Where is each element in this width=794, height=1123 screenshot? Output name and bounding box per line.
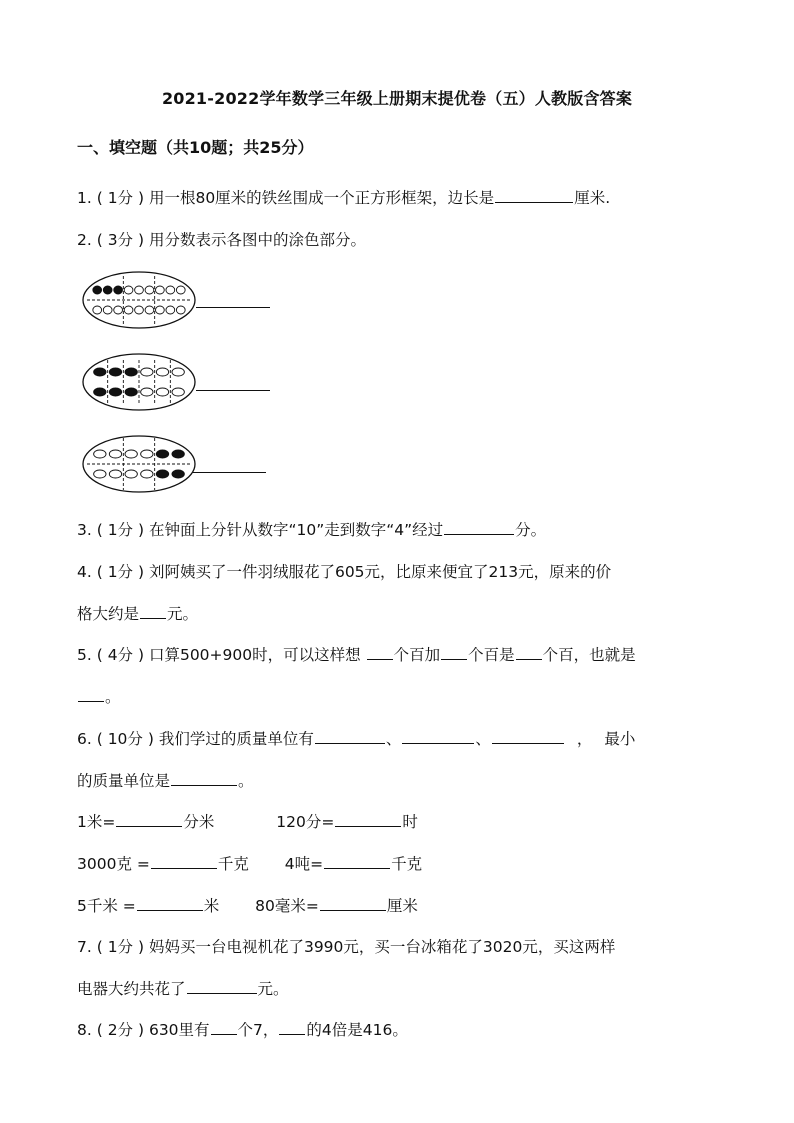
answer-blank[interactable] bbox=[171, 769, 237, 786]
empty-dot bbox=[109, 450, 121, 458]
empty-dot bbox=[125, 470, 137, 478]
shaded-dot bbox=[156, 470, 168, 478]
empty-dot bbox=[172, 368, 184, 376]
question-6: 6. ( 10分 ) 我们学过的质量单位有 、 、 ， 最小 bbox=[77, 727, 635, 749]
shaded-dot bbox=[156, 450, 168, 458]
shaded-dot bbox=[93, 286, 102, 294]
shaded-figure-2 bbox=[80, 352, 198, 416]
empty-dot bbox=[156, 286, 165, 294]
answer-blank[interactable] bbox=[492, 727, 564, 744]
answer-blank[interactable] bbox=[211, 1018, 237, 1035]
answer-blank[interactable] bbox=[192, 472, 266, 473]
answer-blank[interactable] bbox=[187, 977, 257, 994]
empty-dot bbox=[176, 286, 185, 294]
empty-dot bbox=[93, 306, 102, 314]
answer-blank[interactable] bbox=[196, 390, 270, 391]
conversion-row-2: 3000克 = 千克 4吨= 千克 bbox=[77, 852, 422, 874]
empty-dot bbox=[125, 450, 137, 458]
section-heading: 一、填空题（共10题；共25分） bbox=[77, 138, 314, 157]
oval-dots-figure bbox=[80, 270, 198, 330]
question-6-cont: 的质量单位是 。 bbox=[77, 769, 254, 791]
empty-dot bbox=[156, 306, 165, 314]
question-7-cont: 电器大约共花了 元。 bbox=[77, 977, 289, 999]
answer-blank[interactable] bbox=[320, 894, 386, 911]
empty-dot bbox=[141, 470, 153, 478]
answer-blank[interactable] bbox=[367, 643, 393, 660]
oval-dots-figure bbox=[80, 434, 198, 494]
question-4-cont: 格大约是 元。 bbox=[77, 602, 198, 624]
answer-blank[interactable] bbox=[137, 894, 203, 911]
empty-dot bbox=[145, 286, 154, 294]
oval-dots-figure bbox=[80, 352, 198, 412]
shaded-dot bbox=[172, 470, 184, 478]
empty-dot bbox=[94, 470, 106, 478]
empty-dot bbox=[141, 368, 153, 376]
empty-dot bbox=[141, 450, 153, 458]
shaded-dot bbox=[94, 368, 106, 376]
answer-blank[interactable] bbox=[441, 643, 467, 660]
shaded-dot bbox=[103, 286, 112, 294]
empty-dot bbox=[135, 286, 144, 294]
empty-dot bbox=[124, 286, 133, 294]
question-2: 2. ( 3分 ) 用分数表示各图中的涂色部分。 bbox=[77, 231, 366, 249]
empty-dot bbox=[172, 388, 184, 396]
answer-blank[interactable] bbox=[78, 685, 104, 702]
answer-blank[interactable] bbox=[140, 602, 166, 619]
empty-dot bbox=[124, 306, 133, 314]
empty-dot bbox=[166, 286, 175, 294]
answer-blank[interactable] bbox=[116, 810, 182, 827]
question-8: 8. ( 2分 ) 630里有 个7， 的4倍是416。 bbox=[77, 1018, 408, 1040]
empty-dot bbox=[166, 306, 175, 314]
empty-dot bbox=[176, 306, 185, 314]
empty-dot bbox=[109, 470, 121, 478]
answer-blank[interactable] bbox=[279, 1018, 305, 1035]
question-3: 3. ( 1分 ) 在钟面上分针从数字“10”走到数字“4”经过 分。 bbox=[77, 518, 546, 540]
question-1: 1. ( 1分 ) 用一根80厘米的铁丝围成一个正方形框架，边长是 厘米. bbox=[77, 186, 610, 208]
conversion-row-3: 5千米 = 米 80毫米= 厘米 bbox=[77, 894, 418, 916]
answer-blank[interactable] bbox=[516, 643, 542, 660]
empty-dot bbox=[156, 388, 168, 396]
answer-blank[interactable] bbox=[444, 518, 514, 535]
empty-dot bbox=[145, 306, 154, 314]
shaded-dot bbox=[114, 286, 123, 294]
empty-dot bbox=[141, 388, 153, 396]
conversion-row-1: 1米= 分米 120分= 时 bbox=[77, 810, 418, 832]
question-4: 4. ( 1分 ) 刘阿姨买了一件羽绒服花了605元，比原来便宜了213元，原来的价 bbox=[77, 563, 612, 581]
answer-blank[interactable] bbox=[335, 810, 401, 827]
question-5-cont: 。 bbox=[77, 685, 121, 707]
shaded-dot bbox=[109, 368, 121, 376]
answer-blank[interactable] bbox=[402, 727, 474, 744]
shaded-figure-3 bbox=[80, 434, 198, 498]
empty-dot bbox=[94, 450, 106, 458]
shaded-dot bbox=[125, 388, 137, 396]
shaded-dot bbox=[125, 368, 137, 376]
empty-dot bbox=[156, 368, 168, 376]
answer-blank[interactable] bbox=[151, 852, 217, 869]
question-7: 7. ( 1分 ) 妈妈买一台电视机花了3990元，买一台冰箱花了3020元，买这两样 bbox=[77, 938, 616, 956]
answer-blank[interactable] bbox=[196, 307, 270, 308]
shaded-figure-1 bbox=[80, 270, 198, 334]
empty-dot bbox=[114, 306, 123, 314]
answer-blank[interactable] bbox=[495, 186, 573, 203]
answer-blank[interactable] bbox=[324, 852, 390, 869]
empty-dot bbox=[135, 306, 144, 314]
question-5: 5. ( 4分 ) 口算500+900时，可以这样想 个百加 个百是 个百，也就是 bbox=[77, 643, 636, 665]
answer-blank[interactable] bbox=[315, 727, 385, 744]
shaded-dot bbox=[109, 388, 121, 396]
empty-dot bbox=[103, 306, 112, 314]
page-title: 2021-2022学年数学三年级上册期末提优卷（五）人教版含答案 bbox=[161, 89, 633, 108]
shaded-dot bbox=[94, 388, 106, 396]
shaded-dot bbox=[172, 450, 184, 458]
